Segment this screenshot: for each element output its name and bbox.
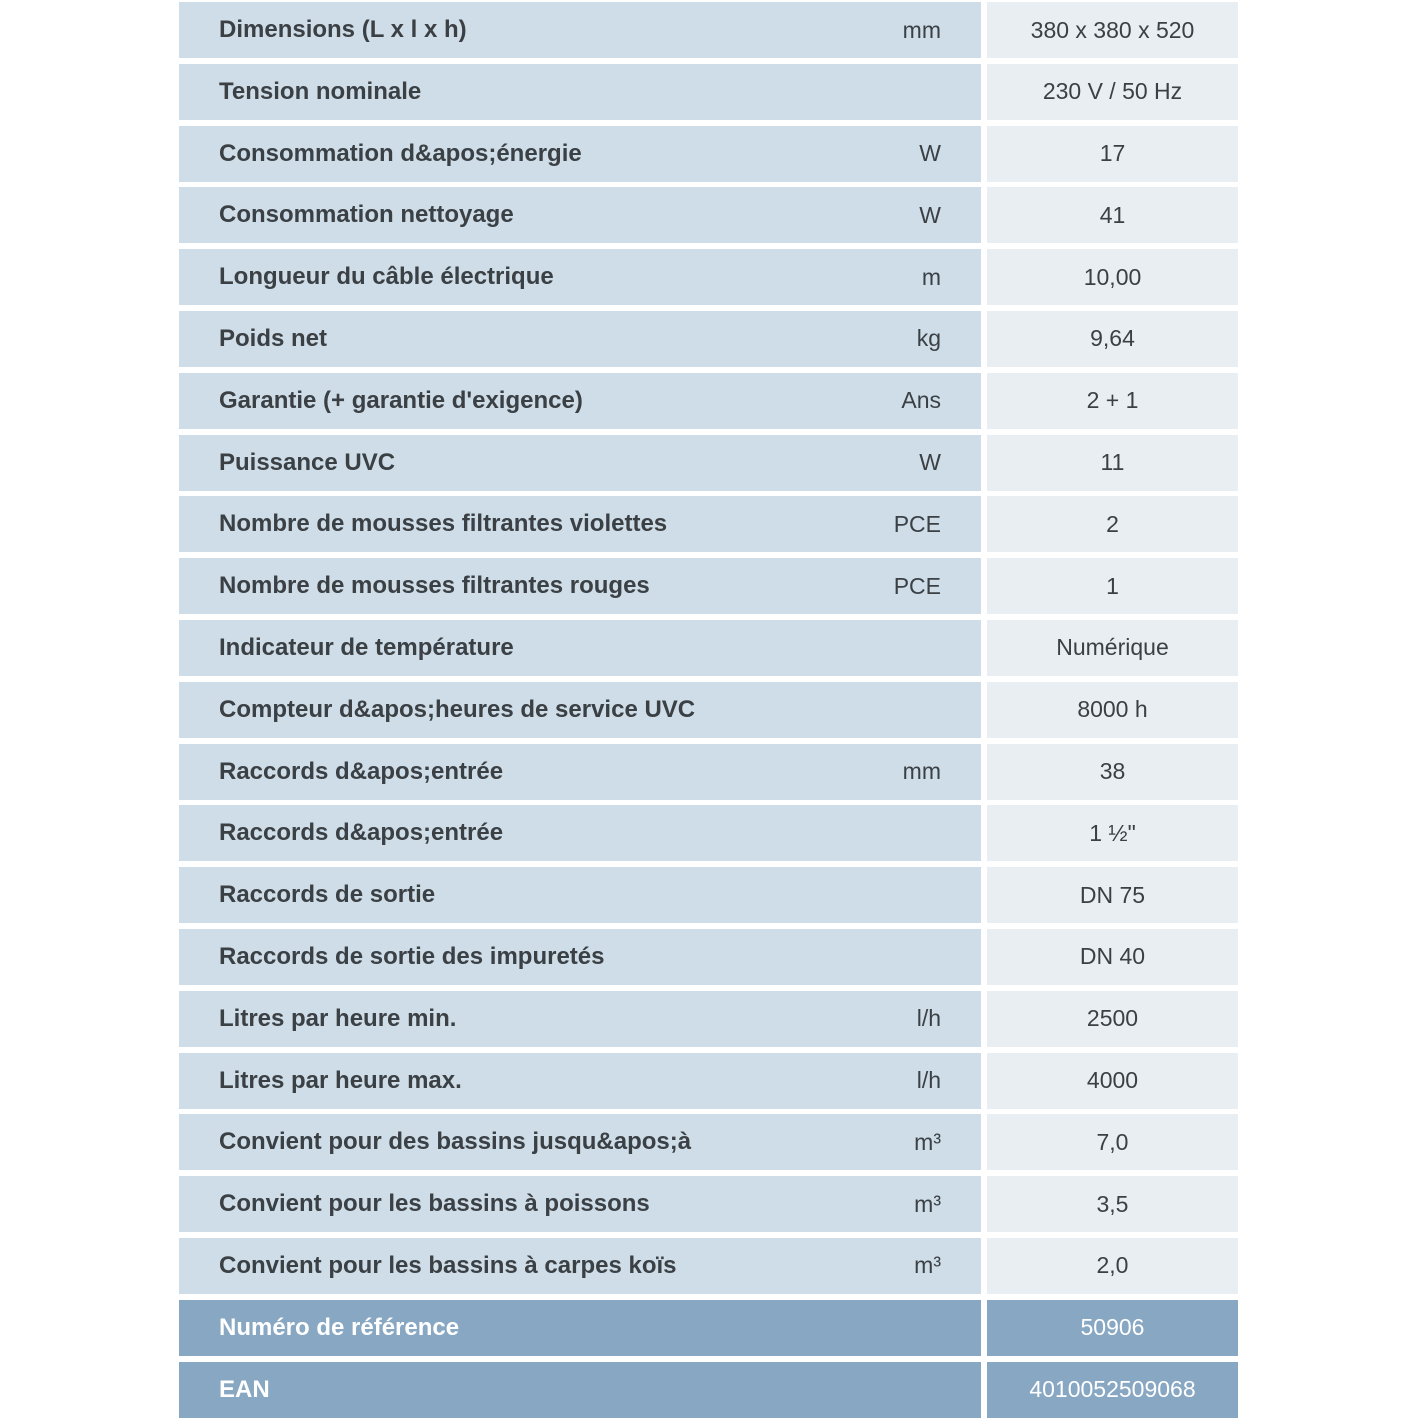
table-row — [179, 1176, 1238, 1232]
spec-table — [179, 2, 1238, 1423]
value-cell — [987, 1114, 1238, 1170]
row-unit: W — [919, 449, 941, 476]
table-row — [179, 744, 1238, 800]
table-row — [179, 1114, 1238, 1170]
row-label: Raccords d&apos;entrée — [219, 819, 504, 847]
row-label: Raccords d&apos;entrée — [219, 757, 504, 785]
label-unit-cell — [179, 311, 981, 367]
row-label: Puissance UVC — [219, 448, 396, 476]
label-unit-cell — [179, 1053, 981, 1109]
row-value: 41 — [1099, 201, 1126, 228]
row-unit: l/h — [916, 1067, 941, 1094]
table-row — [179, 1053, 1238, 1109]
label-unit-cell — [179, 126, 981, 182]
row-value: 9,64 — [1090, 325, 1135, 352]
row-label: Raccords de sortie — [219, 881, 436, 909]
row-unit: m³ — [914, 1190, 941, 1217]
value-cell — [987, 435, 1238, 491]
table-row — [179, 1238, 1238, 1294]
row-label: Numéro de référence — [219, 1313, 460, 1341]
row-value: 3,5 — [1096, 1190, 1129, 1217]
row-unit: W — [919, 201, 941, 228]
row-unit: Ans — [901, 387, 941, 414]
row-value: 2 + 1 — [1086, 387, 1139, 414]
label-unit-cell — [179, 435, 981, 491]
row-label: Convient pour les bassins à poissons — [219, 1190, 650, 1218]
label-unit-cell — [179, 620, 981, 676]
row-value: 230 V / 50 Hz — [1042, 78, 1183, 105]
row-label: Dimensions (L x l x h) — [219, 16, 467, 43]
row-value: 8000 h — [1077, 696, 1148, 723]
table-row — [179, 126, 1238, 182]
row-value: 11 — [1100, 449, 1125, 476]
value-cell — [987, 744, 1238, 800]
table-row — [179, 249, 1238, 305]
table-row — [179, 1300, 1238, 1356]
value-cell — [987, 496, 1238, 552]
row-value: 2 — [1106, 510, 1119, 537]
row-label: Convient pour des bassins jusqu&apos;à — [219, 1128, 692, 1156]
row-unit: W — [919, 140, 941, 167]
label-unit-cell — [179, 991, 981, 1047]
label-unit-cell — [179, 496, 981, 552]
row-value: 17 — [1099, 140, 1126, 167]
label-unit-cell — [179, 187, 981, 243]
row-value: 7,0 — [1096, 1128, 1129, 1155]
value-cell — [987, 682, 1238, 738]
row-value: 4000 — [1086, 1067, 1139, 1094]
row-label: Tension nominale — [219, 77, 422, 105]
row-label: Raccords de sortie des impuretés — [219, 942, 605, 970]
table-row — [179, 435, 1238, 491]
row-value: 10,00 — [1083, 263, 1142, 290]
row-unit: m³ — [914, 1252, 941, 1279]
row-label: Nombre de mousses filtrantes rouges — [219, 572, 650, 600]
label-unit-cell — [179, 558, 981, 614]
row-label: Garantie (+ garantie d'exigence) — [219, 386, 583, 414]
table-row — [179, 311, 1238, 367]
label-unit-cell — [179, 64, 981, 120]
value-cell — [987, 991, 1238, 1047]
table-row — [179, 558, 1238, 614]
table-row — [179, 496, 1238, 552]
table-row — [179, 867, 1238, 923]
table-row — [179, 620, 1238, 676]
row-label: Poids net — [219, 324, 328, 352]
table-row — [179, 929, 1238, 985]
row-label: Compteur d&apos;heures de service UVC — [219, 695, 696, 723]
value-cell — [987, 1300, 1238, 1356]
value-cell — [987, 311, 1238, 367]
label-unit-cell — [179, 682, 981, 738]
table-row — [179, 682, 1238, 738]
value-cell — [987, 867, 1238, 923]
value-cell — [987, 929, 1238, 985]
row-label: Consommation nettoyage — [219, 201, 514, 229]
row-value: 2,0 — [1096, 1252, 1129, 1279]
row-value: 1 ½" — [1089, 819, 1136, 846]
value-cell — [987, 1362, 1238, 1418]
label-unit-cell — [179, 249, 981, 305]
row-label: EAN — [219, 1375, 270, 1403]
table-row — [179, 187, 1238, 243]
row-unit: m — [921, 263, 941, 290]
table-row — [179, 373, 1238, 429]
row-label: Litres par heure max. — [219, 1066, 462, 1094]
value-cell — [987, 64, 1238, 120]
row-unit: mm — [902, 758, 941, 785]
value-cell — [987, 1053, 1238, 1109]
row-value: DN 40 — [1079, 943, 1146, 970]
row-value: 50906 — [1080, 1314, 1145, 1341]
row-unit: PCE — [893, 510, 941, 537]
value-cell — [987, 373, 1238, 429]
row-unit: kg — [916, 325, 941, 352]
label-unit-cell — [179, 1114, 981, 1170]
table-row — [179, 2, 1238, 58]
row-unit: m³ — [914, 1128, 941, 1155]
label-unit-cell — [179, 1176, 981, 1232]
value-cell — [987, 2, 1238, 58]
value-cell — [987, 187, 1238, 243]
row-label: Longueur du câble électrique — [219, 263, 554, 291]
value-cell — [987, 558, 1238, 614]
value-cell — [987, 620, 1238, 676]
row-value: DN 75 — [1079, 881, 1146, 908]
row-label: Consommation d&apos;énergie — [219, 139, 582, 167]
label-unit-cell — [179, 1362, 981, 1418]
row-value: 38 — [1099, 758, 1126, 785]
label-unit-cell — [179, 805, 981, 861]
row-value: Numérique — [1056, 634, 1169, 661]
row-unit: l/h — [916, 1005, 941, 1032]
value-cell — [987, 1238, 1238, 1294]
row-label: Convient pour les bassins à carpes koïs — [219, 1251, 677, 1279]
row-label: Nombre de mousses filtrantes violettes — [219, 510, 668, 538]
row-unit: PCE — [893, 572, 941, 599]
label-unit-cell — [179, 1300, 981, 1356]
label-unit-cell — [179, 373, 981, 429]
row-unit: mm — [902, 16, 941, 43]
label-unit-cell — [179, 929, 981, 985]
table-row — [179, 991, 1238, 1047]
row-value: 380 x 380 x 520 — [1030, 16, 1195, 43]
value-cell — [987, 805, 1238, 861]
label-unit-cell — [179, 1238, 981, 1294]
table-row — [179, 805, 1238, 861]
label-unit-cell — [179, 2, 981, 58]
label-unit-cell — [179, 867, 981, 923]
row-value: 2500 — [1086, 1005, 1139, 1032]
row-label: Litres par heure min. — [219, 1004, 457, 1032]
value-cell — [987, 1176, 1238, 1232]
table-row — [179, 1362, 1238, 1418]
table-row — [179, 64, 1238, 120]
label-unit-cell — [179, 744, 981, 800]
row-value: 4010052509068 — [1029, 1376, 1196, 1403]
value-cell — [987, 126, 1238, 182]
row-value: 1 — [1106, 572, 1119, 599]
value-cell — [987, 249, 1238, 305]
row-label: Indicateur de température — [219, 633, 514, 661]
